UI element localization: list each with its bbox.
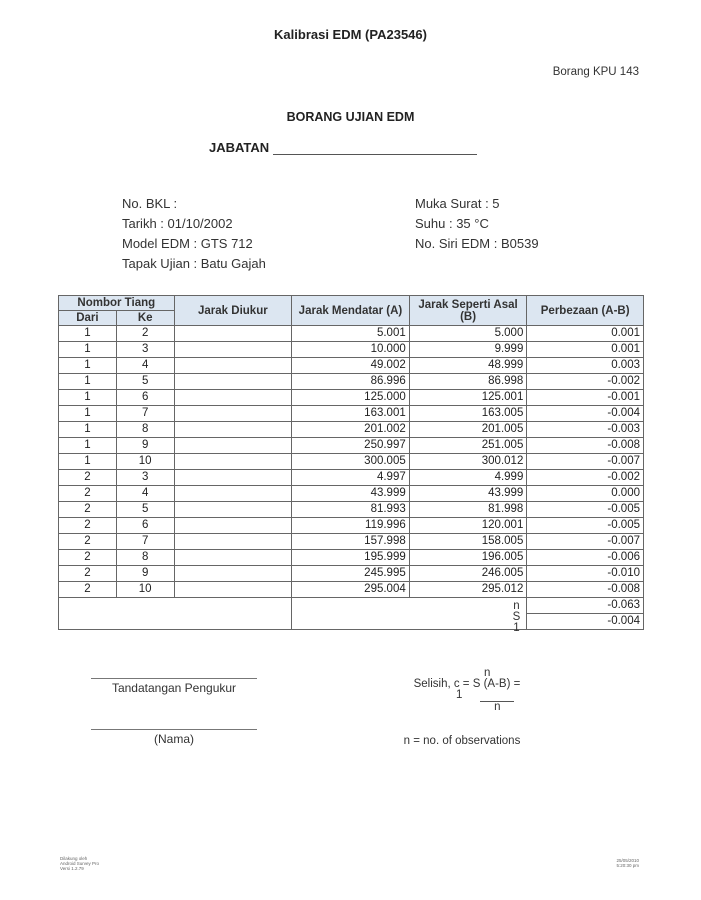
cell-jarak-diukur: [174, 486, 292, 502]
cell-ke: 7: [116, 534, 174, 550]
cell-dari: 1: [59, 374, 117, 390]
table-row: [59, 454, 644, 470]
cell-ke: 3: [116, 342, 174, 358]
cell-jarak-diukur: [174, 406, 292, 422]
cell-jarak-mendatar: 119.996: [292, 518, 410, 534]
cell-perbezaan: -0.001: [527, 390, 644, 406]
cell-jarak-diukur: [174, 342, 292, 358]
cell-ke: 8: [116, 550, 174, 566]
cell-jarak-diukur: [174, 518, 292, 534]
info-tarikh: Tarikh : 01/10/2002: [122, 216, 233, 231]
header-perbezaan: Perbezaan (A-B): [527, 296, 644, 326]
cell-ke: 4: [116, 486, 174, 502]
table-row: [59, 358, 644, 374]
cell-jarak-seperti-asal: 120.001: [409, 518, 527, 534]
cell-perbezaan: -0.010: [527, 566, 644, 582]
cell-ke: 3: [116, 470, 174, 486]
cell-dari: 1: [59, 454, 117, 470]
cell-jarak-diukur: [174, 534, 292, 550]
cell-jarak-seperti-asal: 201.005: [409, 422, 527, 438]
jabatan-blank-line: [273, 141, 477, 155]
cell-jarak-mendatar: 86.996: [292, 374, 410, 390]
form-title: BORANG UJIAN EDM: [286, 110, 415, 124]
cell-jarak-mendatar: 195.999: [292, 550, 410, 566]
footer-left-line: Android Survey Pro: [60, 861, 100, 866]
cell-jarak-diukur: [174, 326, 292, 342]
cell-perbezaan: 0.001: [527, 342, 644, 358]
cell-ke: 6: [116, 390, 174, 406]
info-muka-surat: Muka Surat : 5: [415, 196, 500, 211]
table-row: [59, 406, 644, 422]
average-value: -0.004: [527, 614, 644, 630]
cell-ke: 4: [116, 358, 174, 374]
header-jarak-diukur: Jarak Diukur: [174, 296, 292, 326]
cell-jarak-diukur: [174, 438, 292, 454]
info-right-block: [415, 194, 539, 254]
name-line: [91, 729, 257, 730]
cell-jarak-diukur: [174, 374, 292, 390]
cell-ke: 2: [116, 326, 174, 342]
cell-jarak-seperti-asal: 295.012: [409, 582, 527, 598]
cell-perbezaan: 0.000: [527, 486, 644, 502]
cell-jarak-mendatar: 81.993: [292, 502, 410, 518]
cell-jarak-seperti-asal: 163.005: [409, 406, 527, 422]
table-row: [59, 390, 644, 406]
formula-denominator: n: [480, 701, 514, 713]
signature-area: [59, 598, 292, 746]
formula-prefix: Selisih, c =: [413, 678, 470, 690]
info-tapak-ujian: Tapak Ujian : Batu Gajah: [122, 256, 266, 271]
cell-dari: 1: [59, 326, 117, 342]
cell-jarak-seperti-asal: 158.005: [409, 534, 527, 550]
cell-jarak-diukur: [174, 422, 292, 438]
jabatan-label: JABATAN: [209, 140, 270, 155]
cell-jarak-mendatar: 250.997: [292, 438, 410, 454]
cell-ke: 5: [116, 502, 174, 518]
cell-jarak-mendatar: 245.995: [292, 566, 410, 582]
footer-right: [616, 858, 639, 868]
cell-jarak-mendatar: 125.000: [292, 390, 410, 406]
table-body: [59, 326, 644, 598]
cell-ke: 10: [116, 454, 174, 470]
table-row: [59, 534, 644, 550]
table-row: [59, 566, 644, 582]
cell-jarak-diukur: [174, 390, 292, 406]
cell-dari: 2: [59, 486, 117, 502]
cell-jarak-mendatar: 10.000: [292, 342, 410, 358]
table-row: [59, 502, 644, 518]
cell-jarak-seperti-asal: 5.000: [409, 326, 527, 342]
cell-jarak-seperti-asal: 125.001: [409, 390, 527, 406]
cell-jarak-seperti-asal: 9.999: [409, 342, 527, 358]
cell-dari: 1: [59, 422, 117, 438]
name-label: (Nama): [153, 732, 194, 746]
sum-sigma-top: n: [513, 600, 520, 612]
cell-jarak-mendatar: 163.001: [292, 406, 410, 422]
info-model-edm: Model EDM : GTS 712: [122, 236, 253, 251]
cell-jarak-mendatar: 49.002: [292, 358, 410, 374]
cell-dari: 2: [59, 550, 117, 566]
cell-dari: 1: [59, 358, 117, 374]
cell-jarak-diukur: [174, 566, 292, 582]
cell-perbezaan: -0.005: [527, 502, 644, 518]
cell-jarak-seperti-asal: 81.998: [409, 502, 527, 518]
header-nombor-tiang: Nombor Tiang: [59, 296, 175, 311]
cell-jarak-mendatar: 4.997: [292, 470, 410, 486]
table-row: [59, 550, 644, 566]
cell-ke: 6: [116, 518, 174, 534]
footer-right-line: 25/05/2010: [616, 858, 639, 863]
table-row: [59, 486, 644, 502]
cell-dari: 1: [59, 342, 117, 358]
cell-perbezaan: 0.001: [527, 326, 644, 342]
formula-note: n = no. of observations: [403, 735, 521, 747]
table-row: [59, 518, 644, 534]
sum-value: -0.063: [527, 598, 644, 614]
signature-label: Tandatangan Pengukur: [111, 681, 237, 695]
cell-perbezaan: -0.008: [527, 582, 644, 598]
signature-line: [91, 678, 257, 679]
table-row: [59, 422, 644, 438]
cell-ke: 8: [116, 422, 174, 438]
sum-sigma-symbol: S: [512, 611, 521, 623]
cell-dari: 1: [59, 390, 117, 406]
cell-dari: 2: [59, 502, 117, 518]
sum-sigma-bottom: 1: [513, 622, 520, 634]
table-row: [59, 374, 644, 390]
cell-perbezaan: -0.006: [527, 550, 644, 566]
cell-jarak-diukur: [174, 582, 292, 598]
cell-jarak-mendatar: 43.999: [292, 486, 410, 502]
cell-dari: 2: [59, 566, 117, 582]
cell-jarak-diukur: [174, 358, 292, 374]
jabatan-field: [209, 140, 477, 155]
cell-perbezaan: -0.002: [527, 470, 644, 486]
cell-perbezaan: -0.007: [527, 454, 644, 470]
formula-sigma-bottom: 1: [455, 689, 463, 701]
table-row: [59, 326, 644, 342]
cell-jarak-seperti-asal: 251.005: [409, 438, 527, 454]
info-no-bkl: No. BKL :: [122, 196, 178, 211]
header-jarak-seperti-asal: Jarak Seperti Asal (B): [409, 296, 527, 326]
cell-jarak-diukur: [174, 454, 292, 470]
formula-sigma-top: n: [483, 667, 491, 679]
cell-perbezaan: -0.002: [527, 374, 644, 390]
cell-jarak-mendatar: 157.998: [292, 534, 410, 550]
cell-dari: 1: [59, 438, 117, 454]
cell-jarak-seperti-asal: 43.999: [409, 486, 527, 502]
cell-jarak-seperti-asal: 4.999: [409, 470, 527, 486]
footer-left-line: Dilakung oleh: [60, 856, 88, 861]
formula-sigma-expr: S (A-B) =: [472, 678, 521, 690]
cell-jarak-diukur: [174, 470, 292, 486]
cell-perbezaan: 0.003: [527, 358, 644, 374]
cell-jarak-diukur: [174, 550, 292, 566]
cell-ke: 9: [116, 438, 174, 454]
cell-jarak-seperti-asal: 246.005: [409, 566, 527, 582]
cell-ke: 9: [116, 566, 174, 582]
info-suhu: Suhu : 35 °C: [415, 216, 489, 231]
header-jarak-mendatar: Jarak Mendatar (A): [292, 296, 410, 326]
cell-dari: 2: [59, 470, 117, 486]
info-left-block: [122, 194, 266, 274]
cell-dari: 2: [59, 582, 117, 598]
cell-perbezaan: -0.005: [527, 518, 644, 534]
document-title: Kalibrasi EDM (PA23546): [274, 27, 427, 42]
header-ke: Ke: [116, 311, 174, 326]
formula-area: [292, 598, 527, 747]
cell-perbezaan: -0.004: [527, 406, 644, 422]
info-no-siri: No. Siri EDM : B0539: [415, 236, 539, 251]
table-row: [59, 582, 644, 598]
cell-dari: 2: [59, 534, 117, 550]
table-row: [59, 470, 644, 486]
edm-test-table: [58, 295, 644, 747]
cell-jarak-mendatar: 300.005: [292, 454, 410, 470]
cell-jarak-seperti-asal: 300.012: [409, 454, 527, 470]
cell-perbezaan: -0.003: [527, 422, 644, 438]
selisih-formula: [414, 668, 521, 713]
footer-left-line: Versi 1.2.79: [60, 866, 84, 871]
footer-left: [60, 856, 99, 871]
formula-line: [414, 679, 521, 690]
table-row: [59, 342, 644, 358]
cell-jarak-seperti-asal: 86.998: [409, 374, 527, 390]
cell-jarak-mendatar: 295.004: [292, 582, 410, 598]
cell-perbezaan: -0.007: [527, 534, 644, 550]
cell-perbezaan: -0.008: [527, 438, 644, 454]
cell-ke: 7: [116, 406, 174, 422]
form-code: Borang KPU 143: [552, 66, 639, 78]
header-dari: Dari: [59, 311, 117, 326]
footer-right-line: 5:20:30 pm: [616, 863, 639, 868]
cell-jarak-seperti-asal: 48.999: [409, 358, 527, 374]
cell-jarak-mendatar: 201.002: [292, 422, 410, 438]
cell-ke: 5: [116, 374, 174, 390]
cell-jarak-seperti-asal: 196.005: [409, 550, 527, 566]
cell-dari: 1: [59, 406, 117, 422]
cell-ke: 10: [116, 582, 174, 598]
table-row: [59, 438, 644, 454]
cell-dari: 2: [59, 518, 117, 534]
cell-jarak-mendatar: 5.001: [292, 326, 410, 342]
sum-sigma: [513, 601, 521, 634]
cell-jarak-diukur: [174, 502, 292, 518]
